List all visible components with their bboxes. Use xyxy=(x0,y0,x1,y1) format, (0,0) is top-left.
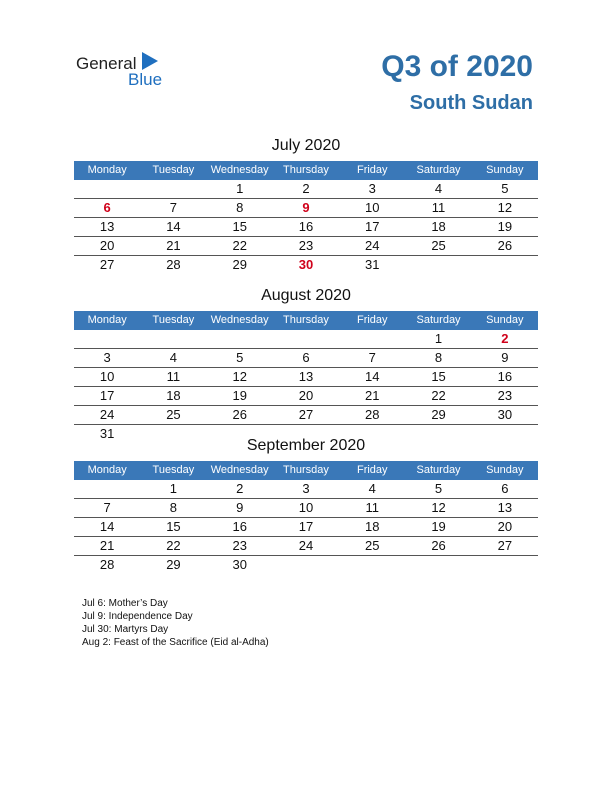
month-title: September 2020 xyxy=(246,437,366,454)
day-cell: 31 xyxy=(365,257,380,272)
weekday-label: Monday xyxy=(87,164,127,176)
day-cell: 19 xyxy=(232,388,247,403)
day-cell: 6 xyxy=(501,481,509,496)
logo-blue-text: Blue xyxy=(128,70,163,89)
day-cell: 31 xyxy=(99,426,115,441)
day-cell: 20 xyxy=(298,388,314,403)
day-cell xyxy=(74,330,140,348)
day-cell: 10 xyxy=(298,500,314,515)
month-september xyxy=(74,435,538,574)
day-cell: 15 xyxy=(232,219,247,234)
day-cell: 3 xyxy=(368,181,376,196)
day-cell xyxy=(273,556,339,574)
day-cell: 9 xyxy=(302,200,310,215)
week-row xyxy=(74,518,538,537)
weekday-label: Sunday xyxy=(486,314,524,326)
weekday-label: Tuesday xyxy=(152,314,195,326)
day-cell: 10 xyxy=(365,200,380,215)
day-cell: 2 xyxy=(501,331,509,346)
day-cell: 6 xyxy=(103,200,111,215)
day-cell xyxy=(207,330,273,348)
day-cell: 3 xyxy=(302,481,310,496)
day-cell: 13 xyxy=(497,500,513,515)
week-row xyxy=(74,180,538,199)
day-cell: 23 xyxy=(232,538,247,553)
week-row xyxy=(74,556,538,574)
weekday-label: Friday xyxy=(356,314,388,326)
weekday-label: Thursday xyxy=(283,314,329,326)
day-cell xyxy=(140,330,206,348)
day-cell xyxy=(339,556,405,574)
day-cell: 20 xyxy=(99,238,115,253)
month-title: July 2020 xyxy=(271,137,341,154)
weekday-label: Saturday xyxy=(416,464,461,476)
weekday-label: Saturday xyxy=(416,164,461,176)
logo xyxy=(76,52,186,92)
weekday-label: Thursday xyxy=(283,464,329,476)
day-cell: 17 xyxy=(365,219,380,234)
day-cell: 2 xyxy=(236,481,244,496)
weekday-label: Wednesday xyxy=(210,164,269,176)
logo-triangle-icon xyxy=(142,52,158,70)
day-cell: 24 xyxy=(298,538,314,553)
day-cell: 4 xyxy=(169,350,178,365)
logo-general-text: General xyxy=(76,54,137,73)
day-cell: 29 xyxy=(431,407,446,422)
weekday-header-row xyxy=(74,311,538,330)
week-row xyxy=(74,218,538,237)
weekday-label: Tuesday xyxy=(152,464,195,476)
day-cell: 17 xyxy=(99,388,115,403)
day-cell: 21 xyxy=(365,388,380,403)
day-cell xyxy=(273,330,339,348)
day-cell: 24 xyxy=(365,238,380,253)
day-cell: 10 xyxy=(99,369,115,384)
day-cell: 22 xyxy=(166,538,181,553)
week-row xyxy=(74,537,538,556)
month-july xyxy=(74,135,538,274)
day-cell: 7 xyxy=(103,500,111,515)
weekday-header-row xyxy=(74,461,538,480)
day-cell xyxy=(405,556,471,574)
day-cell: 28 xyxy=(166,257,181,272)
holiday-note: Jul 6: Mother’s Day xyxy=(82,598,168,609)
day-cell: 9 xyxy=(501,350,509,365)
day-cell: 30 xyxy=(232,557,247,572)
day-cell: 18 xyxy=(166,388,181,403)
week-row xyxy=(74,237,538,256)
day-cell: 26 xyxy=(232,407,247,422)
day-cell: 26 xyxy=(497,238,513,253)
day-cell: 4 xyxy=(434,181,443,196)
page-subtitle: South Sudan xyxy=(409,92,533,114)
day-cell: 1 xyxy=(169,481,178,496)
day-cell: 16 xyxy=(497,369,513,384)
day-cell xyxy=(472,556,538,574)
day-cell: 4 xyxy=(368,481,376,496)
holiday-note: Jul 30: Martyrs Day xyxy=(82,624,169,635)
day-cell: 25 xyxy=(365,538,380,553)
day-cell: 2 xyxy=(302,181,310,196)
day-cell: 14 xyxy=(365,369,380,384)
day-cell: 28 xyxy=(99,557,115,572)
weekday-label: Tuesday xyxy=(152,164,195,176)
page-title: Q3 of 2020 xyxy=(381,50,533,83)
day-cell: 20 xyxy=(497,519,513,534)
weekday-label: Friday xyxy=(356,464,388,476)
weekday-label: Sunday xyxy=(486,464,524,476)
day-cell: 11 xyxy=(431,200,446,215)
day-cell: 12 xyxy=(497,200,513,215)
day-cell: 19 xyxy=(431,519,446,534)
day-cell: 23 xyxy=(298,238,314,253)
day-cell: 13 xyxy=(298,369,314,384)
day-cell: 19 xyxy=(497,219,513,234)
weekday-label: Saturday xyxy=(416,314,461,326)
day-cell xyxy=(74,180,140,198)
week-row xyxy=(74,499,538,518)
week-row xyxy=(74,330,538,349)
day-cell: 29 xyxy=(232,257,247,272)
week-row xyxy=(74,368,538,387)
day-cell: 27 xyxy=(99,257,115,272)
day-cell: 8 xyxy=(169,500,178,515)
weekday-header-row xyxy=(74,161,538,180)
day-cell: 5 xyxy=(236,350,244,365)
day-cell: 18 xyxy=(431,219,446,234)
day-cell: 26 xyxy=(431,538,446,553)
day-cell: 27 xyxy=(298,407,314,422)
day-cell: 1 xyxy=(236,181,244,196)
day-cell: 17 xyxy=(298,519,314,534)
day-cell xyxy=(405,256,471,274)
weekday-label: Wednesday xyxy=(210,314,269,326)
holiday-notes xyxy=(82,597,269,649)
weekday-label: Monday xyxy=(87,464,127,476)
weekday-label: Friday xyxy=(356,164,388,176)
day-cell xyxy=(472,256,538,274)
day-cell: 22 xyxy=(232,238,247,253)
day-cell: 8 xyxy=(236,200,244,215)
day-cell: 18 xyxy=(365,519,380,534)
day-cell: 14 xyxy=(99,519,115,534)
day-cell: 11 xyxy=(166,369,181,384)
day-cell: 7 xyxy=(368,350,376,365)
day-cell: 23 xyxy=(497,388,513,403)
day-cell: 12 xyxy=(232,369,247,384)
day-cell: 11 xyxy=(365,500,380,515)
day-cell: 24 xyxy=(99,407,115,422)
week-row xyxy=(74,406,538,425)
day-cell: 3 xyxy=(103,350,111,365)
holiday-note: Aug 2: Feast of the Sacrifice (Eid al-Adha) xyxy=(82,637,269,648)
day-cell: 7 xyxy=(169,200,178,215)
day-cell: 5 xyxy=(501,181,509,196)
day-cell: 8 xyxy=(434,350,443,365)
week-row xyxy=(74,256,538,274)
weekday-label: Sunday xyxy=(486,164,524,176)
day-cell: 29 xyxy=(166,557,181,572)
day-cell: 16 xyxy=(232,519,247,534)
day-cell: 30 xyxy=(497,407,513,422)
weekday-label: Wednesday xyxy=(210,464,269,476)
day-cell: 27 xyxy=(497,538,513,553)
month-title: August 2020 xyxy=(261,287,351,304)
day-cell: 25 xyxy=(166,407,181,422)
day-cell: 5 xyxy=(434,481,443,496)
day-cell: 13 xyxy=(99,219,115,234)
day-cell: 1 xyxy=(434,331,443,346)
day-cell xyxy=(339,330,405,348)
day-cell: 9 xyxy=(236,500,244,515)
day-cell: 30 xyxy=(298,257,314,272)
day-cell: 16 xyxy=(298,219,314,234)
day-cell: 6 xyxy=(302,350,310,365)
day-cell xyxy=(140,180,206,198)
week-row xyxy=(74,199,538,218)
day-cell: 21 xyxy=(166,238,181,253)
day-cell: 15 xyxy=(166,519,181,534)
day-cell: 15 xyxy=(431,369,446,384)
day-cell: 12 xyxy=(431,500,446,515)
holiday-note: Jul 9: Independence Day xyxy=(82,611,193,622)
month-august xyxy=(74,285,538,443)
week-row xyxy=(74,387,538,406)
weekday-label: Thursday xyxy=(283,164,329,176)
day-cell: 21 xyxy=(99,538,115,553)
day-cell: 14 xyxy=(166,219,181,234)
weekday-label: Monday xyxy=(87,314,127,326)
day-cell: 22 xyxy=(431,388,446,403)
week-row xyxy=(74,349,538,368)
day-cell: 28 xyxy=(365,407,380,422)
day-cell: 25 xyxy=(431,238,446,253)
week-row xyxy=(74,480,538,499)
day-cell xyxy=(74,480,140,498)
